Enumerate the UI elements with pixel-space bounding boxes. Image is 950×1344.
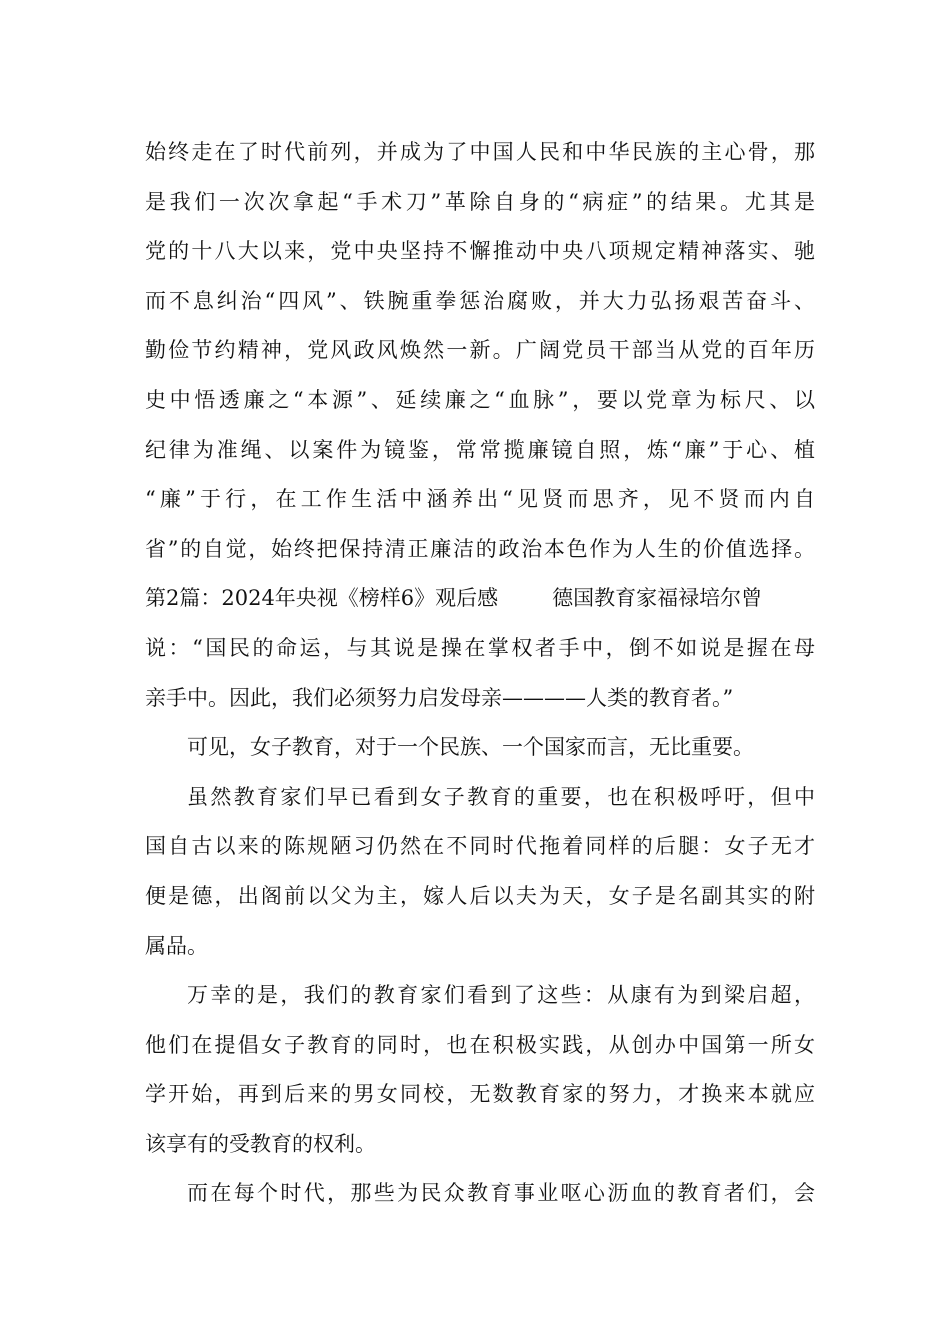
section-heading: 第2篇：2024年央视《榜样6》观后感 xyxy=(145,586,499,611)
text-line: 他们在提倡女子教育的同时，也在积极实践，从创办中国第一所女 xyxy=(145,1032,815,1057)
text-line: 万幸的是，我们的教育家们看到了这些：从康有为到梁启超， xyxy=(187,983,815,1008)
text-line: 纪律为准绳、以案件为镜鉴，常常揽廉镜自照，炼“廉”于心、植 xyxy=(145,437,815,462)
section-heading-line xyxy=(145,574,815,624)
text-line: 学开始，再到后来的男女同校，无数教育家的努力，才换来本就应 xyxy=(145,1082,815,1107)
text-line: 该享有的受教育的权利。 xyxy=(145,1131,376,1156)
text-line: 省”的自觉，始终把保持清正廉洁的政治本色作为人生的价值选择。 xyxy=(145,536,815,561)
text-line: 勤俭节约精神，党风政风焕然一新。广阔党员干部当从党的百年历 xyxy=(145,338,815,363)
text-line: 史中悟透廉之“本源”、延续廉之“血脉”，要以党章为标尺、以 xyxy=(145,387,815,412)
text-line: 亲手中。因此，我们必须努力启发母亲————人类的教育者。” xyxy=(145,685,734,710)
text-line: 说：“国民的命运，与其说是操在掌权者手中，倒不如说是握在母 xyxy=(145,635,815,660)
text-line: 虽然教育家们早已看到女子教育的重要，也在积极呼吁，但中 xyxy=(187,784,815,809)
text-line: 可见，女子教育，对于一个民族、一个国家而言，无比重要。 xyxy=(187,735,754,760)
document-body xyxy=(145,128,815,1219)
text-line: 国自古以来的陈规陋习仍然在不同时代拖着同样的后腿：女子无才 xyxy=(145,834,815,859)
text-line: 属品。 xyxy=(145,933,208,958)
text-line: 便是德，出阁前以父为主，嫁人后以夫为天，女子是名副其实的附 xyxy=(145,883,815,908)
text-line: “廉”于行，在工作生活中涵养出“见贤而思齐，见不贤而内自 xyxy=(145,487,815,512)
heading-continuation: 德国教育家福禄培尔曾 xyxy=(552,586,763,611)
text-line: 而在每个时代，那些为民众教育事业呕心沥血的教育者们，会 xyxy=(187,1181,815,1206)
text-line: 党的十八大以来，党中央坚持不懈推动中央八项规定精神落实、驰 xyxy=(145,239,815,264)
text-line: 而不息纠治“四风”、铁腕重拳惩治腐败，并大力弘扬艰苦奋斗、 xyxy=(145,288,815,313)
text-line: 始终走在了时代前列，并成为了中国人民和中华民族的主心骨，那 xyxy=(145,140,815,164)
text-line: 是我们一次次拿起“手术刀”革除自身的“病症”的结果。尤其是 xyxy=(145,189,815,214)
